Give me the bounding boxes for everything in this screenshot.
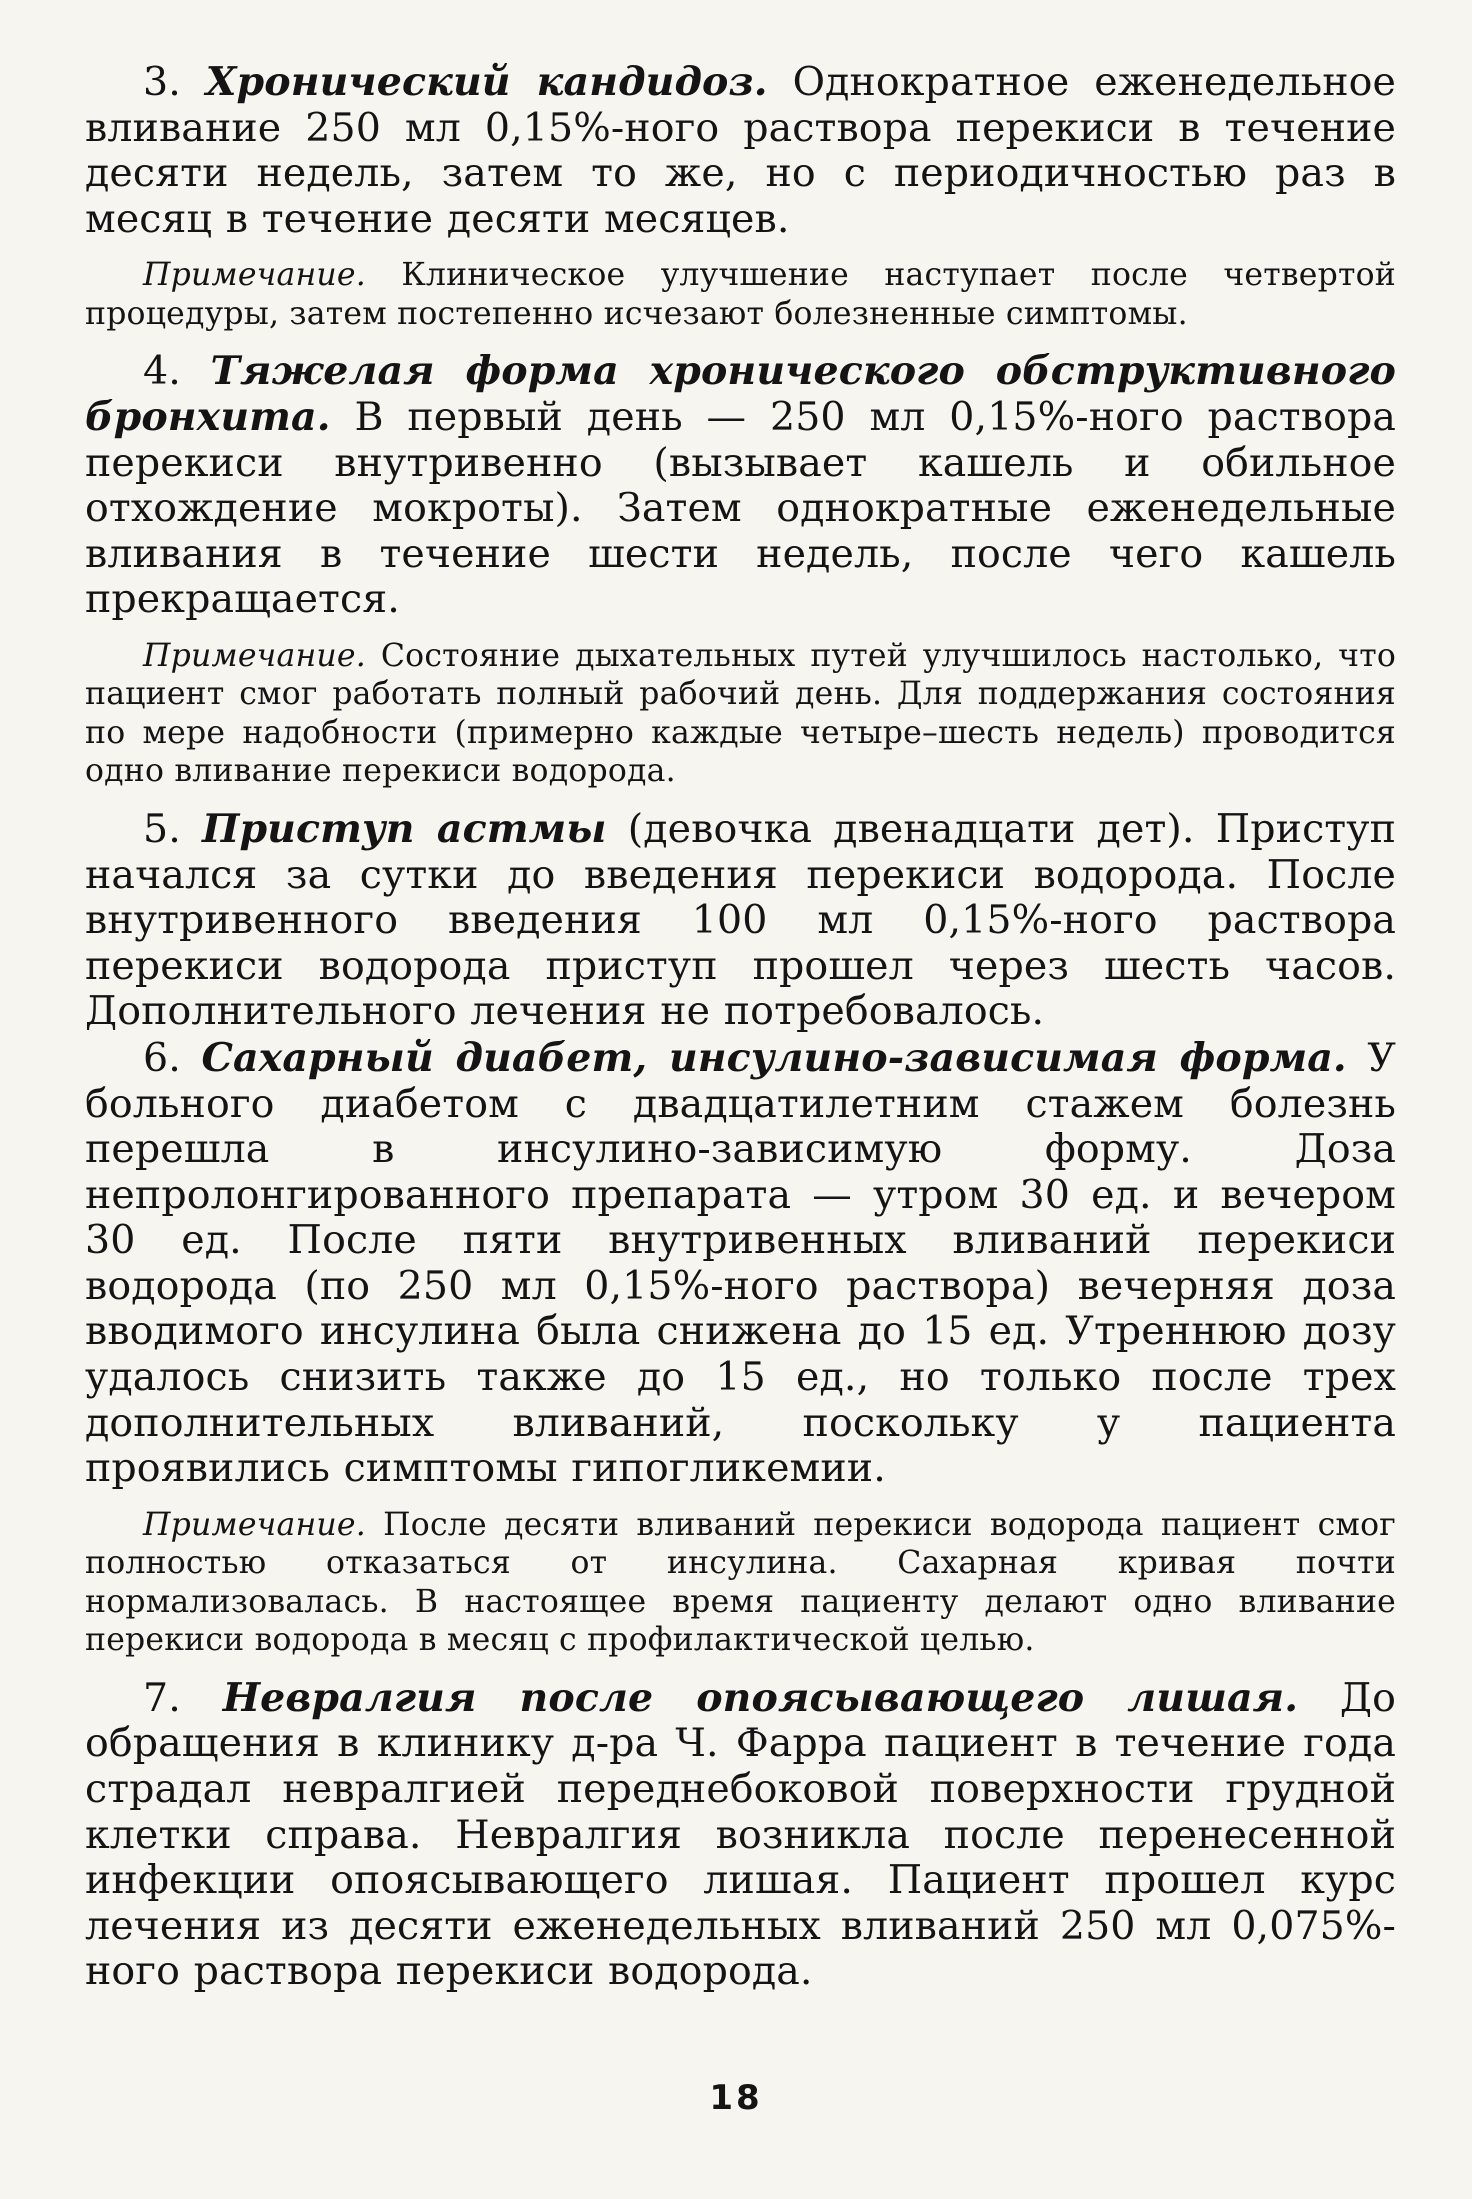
page-number: 18 xyxy=(709,2078,763,2118)
case-text: У больного диабетом с двадцатилетним стажем болезнь перешла в инсулино-зависимую форму. Доза непролонгированного препарата — утром 30 ед. и вечером 30 ед. После пяти внутривенных вливаний перекиси водорода (по 250 мл 0,15%-ного раствора) вечерняя доза вводимого инсулина была снижена до 15 ед. Утреннюю дозу удалось снизить также до 15 ед., но только после трех дополнительных вливаний, поскольку у пациента проявились симптомы гипогликемии. xyxy=(85,1034,1396,1492)
case-number: 5. xyxy=(143,805,181,852)
case-number: 6. xyxy=(143,1034,181,1081)
case-6 xyxy=(85,1036,1396,1492)
case-3 xyxy=(85,60,1396,242)
case-title: Тяжелая форма хронического обструктивного бронхита. xyxy=(85,348,1396,440)
case-7 xyxy=(85,1676,1396,1995)
case-5 xyxy=(85,807,1396,1035)
case-number: 7. xyxy=(143,1674,181,1721)
note-label: Примечание. xyxy=(143,1506,366,1543)
case-text: В первый день — 250 мл 0,15%-ного раствора перекиси внутривенно (вызывает кашель и обильное отхождение мокроты). Затем однократные еженедельные вливания в течение шести недель, после чего кашель прекращается. xyxy=(85,393,1396,623)
case-text: (девочка двенадцати дет). Приступ начался за сутки до введения перекиси водорода. После внутривенного введения 100 мл 0,15%-ного раствора перекиси водорода приступ прошел через шесть часов. Дополнительного лечения не потребовалось. xyxy=(85,805,1397,1035)
case-number: 3. xyxy=(143,59,181,105)
note-text: Клиническое улучшение наступает после четвертой процедуры, затем постепенно исчезают болезненные симптомы. xyxy=(85,257,1397,332)
case-title: Хронический кандидоз. xyxy=(205,59,768,105)
case-number: 4. xyxy=(143,348,181,395)
note-1 xyxy=(85,256,1396,333)
note-2 xyxy=(85,637,1396,791)
case-title: Сахарный диабет, инсулино-зависимая форма. xyxy=(201,1034,1347,1081)
case-text: До обращения в клинику д-ра Ч. Фарра пациент в течение года страдал невралгией переднебоковой поверхности грудной клетки справа. Невралгия возникла после перенесенной инфекции опоясывающего лишая. Пациент прошел курс лечения из десяти еженедельных вливаний 250 мл 0,075%-ного раствора перекиси водорода. xyxy=(85,1674,1397,1995)
case-4 xyxy=(85,349,1396,623)
note-text: Состояние дыхательных путей улучшилось настолько, что пациент смог работать полный рабочий день. Для поддержания состояния по мере надобности (примерно каждые четыре–шесть недель) проводится одно вливание перекиси водорода. xyxy=(85,637,1397,790)
note-3 xyxy=(85,1506,1396,1660)
case-title: Невралгия после опоясывающего лишая. xyxy=(222,1674,1299,1721)
note-label: Примечание. xyxy=(143,637,366,674)
note-label: Примечание. xyxy=(143,257,366,294)
case-title: Приступ астмы xyxy=(202,805,607,852)
case-text: Однократное еженедельное вливание 250 мл 0,15%-ного раствора перекиси в течение десяти недель, затем то же, но с периодичностью раз в месяц в течение десяти месяцев. xyxy=(85,59,1396,242)
note-text: После десяти вливаний перекиси водорода пациент смог полностью отказаться от инсулина. Сахарная кривая почти нормализовалась. В настоящее время пациенту делают одно вливание перекиси водорода в месяц с профилактической целью. xyxy=(85,1506,1396,1659)
